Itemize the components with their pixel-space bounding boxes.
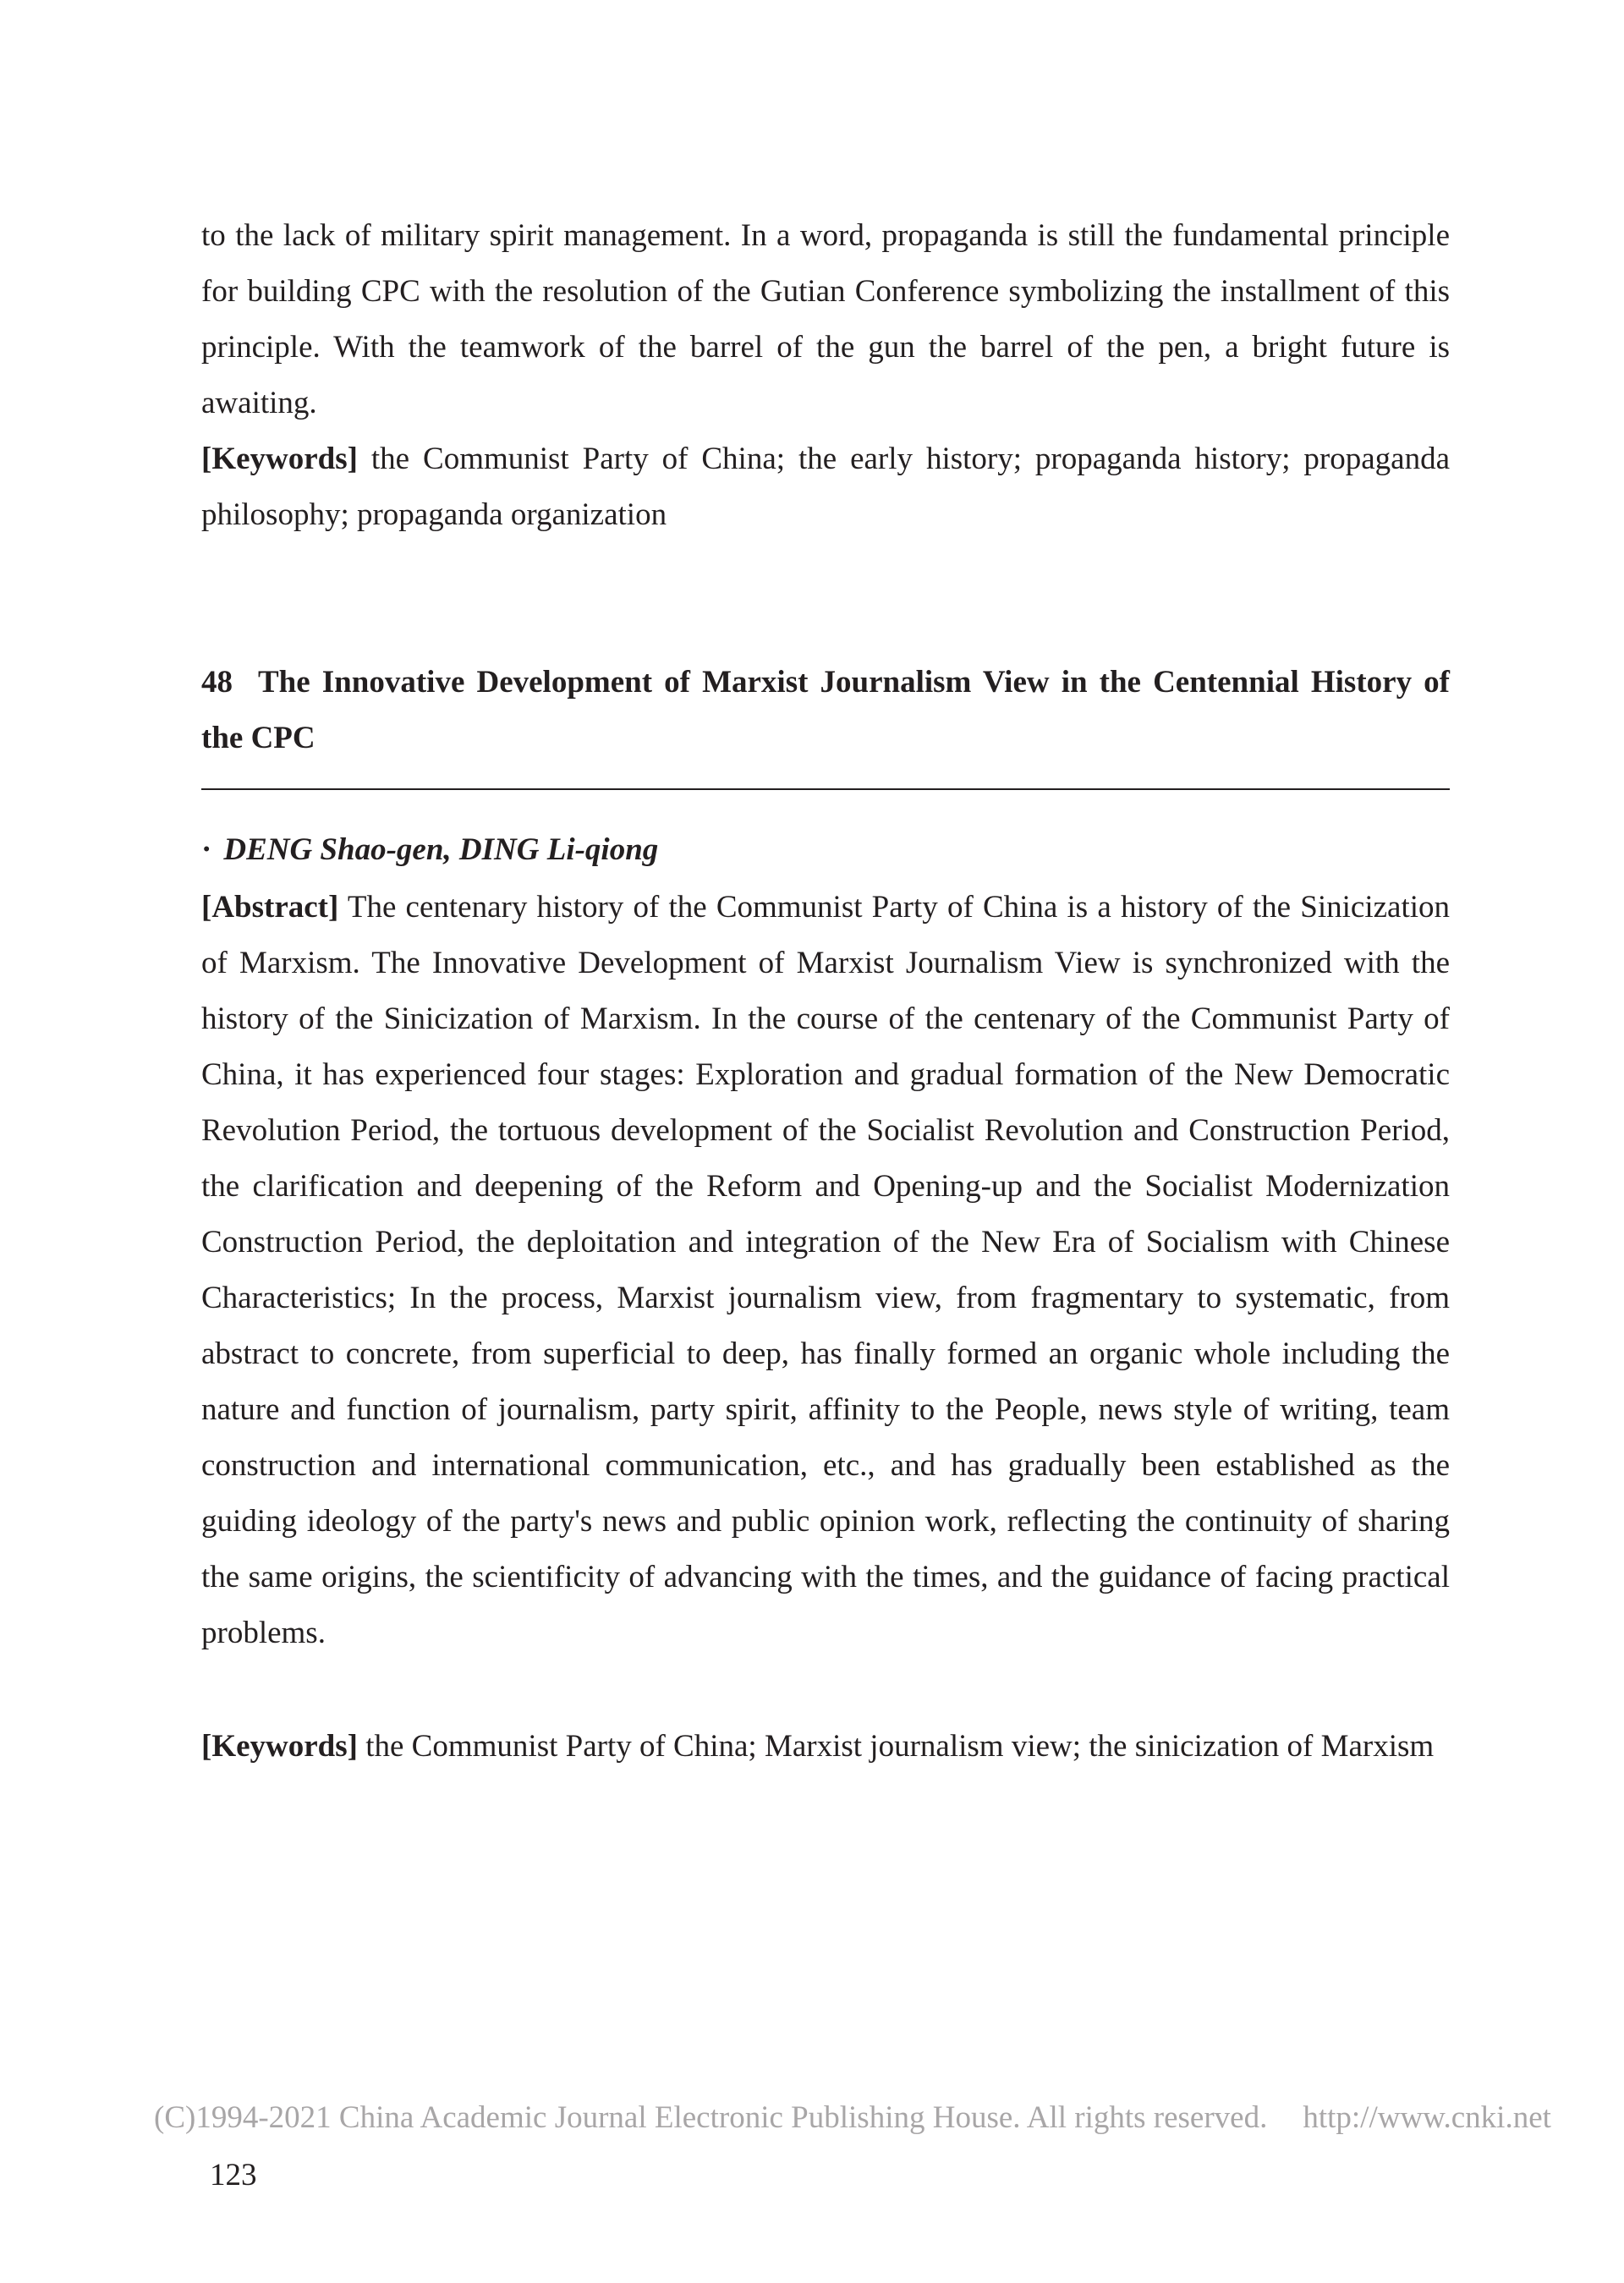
abstract-paragraph (201, 880, 1450, 1661)
page-number: 123 (210, 2158, 257, 2192)
copyright-text: (C)1994-2021 China Academic Journal Electronic Publishing House. All rights reserved. (154, 2100, 1268, 2135)
title-divider (201, 788, 1450, 790)
article-keywords (201, 1719, 1450, 1775)
keywords-label: [Keywords] (201, 1729, 358, 1764)
copyright-notice (154, 2094, 1624, 2142)
article-title-text: The Innovative Development of Marxist Journalism View in the Centennial History of the CPC (201, 665, 1450, 755)
article-number: 48 (201, 665, 233, 700)
article-title (201, 655, 1450, 766)
author-bullet: · (201, 832, 212, 867)
previous-keywords (201, 431, 1450, 543)
keywords-text: the Communist Party of China; Marxist journalism view; the sinicization of Marxism (365, 1729, 1435, 1764)
abstract-label: [Abstract] (201, 890, 339, 925)
abstract-text: The centenary history of the Communist Party of China is a history of the Sinicization of Marxism. The Innovative Development of Marxist Journalism View is synchronized with the history of the Sinicization of Marxism. In the course of the centenary of the Communist Party of China, it has experienced four stages: Exploration and gradual formation of the New Democratic Revolution Period, the tortuous development of the Socialist Revolution and Construction Period, the clarification and deepening of the Reform and Opening-up and the Socialist Modernization Construction Period, the deploitation and integration of the New Era of Socialism with Chinese Characteristics; In the process, Marxist journalism view, from fragmentary to systematic, from abstract to concrete, from superficial to deep, has finally formed an organic whole including the nature and function of journalism, party spirit, affinity to the People, news style of writing, team construction and international communication, etc., and has gradually been established as the guiding ideology of the party's news and public opinion work, reflecting the continuity of sharing the same origins, the scientificity of advancing with the times, and the guidance of facing practical problems. (201, 890, 1451, 1650)
authors-text: DENG Shao-gen, DING Li-qiong (223, 832, 659, 867)
keywords-text: the Communist Party of China; the early history; propaganda history; propaganda philosophy; propaganda organization (201, 442, 1450, 532)
keywords-label: [Keywords] (201, 442, 358, 476)
authors-line (201, 822, 658, 878)
publisher-url[interactable]: http://www.cnki.net (1303, 2100, 1551, 2135)
previous-abstract-tail: to the lack of military spirit management. In a word, propaganda is still the fundamental principle for building CPC with the resolution of the Gutian Conference symbolizing the installment of this principle. With the teamwork of the barrel of the gun the barrel of the pen, a bright future is awaiting. (201, 218, 1450, 420)
